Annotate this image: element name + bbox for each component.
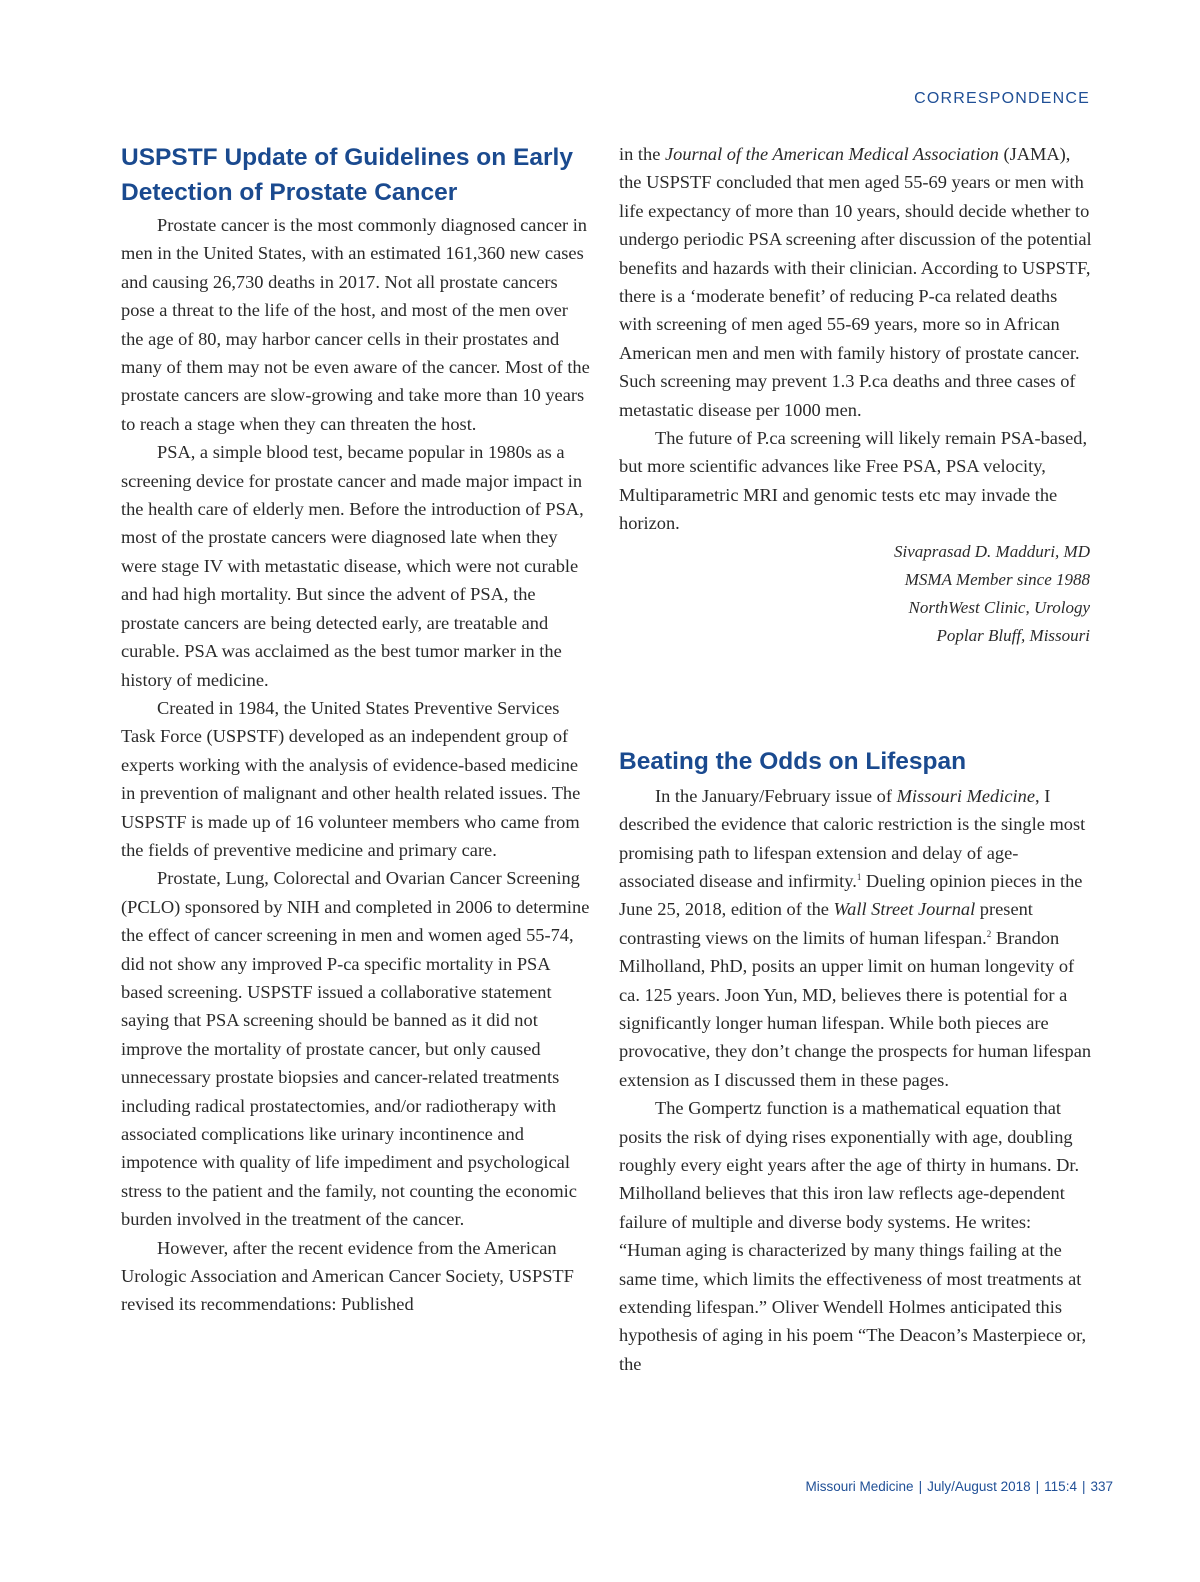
article2-paragraph: In the January/February issue of Missouri Medicine, I described the evidence that caloric restriction is the single most promising path to lifespan extension and delay of age-associated disease and infirmity.$^1$ Dueling opinion pieces in the June 25, 2018, edition of the Wall Street Journal present contrasting views on the limits of human lifespan.$^2$ Brandon Milholland, PhD, posits an upper limit on human longevity of ca. 125 years. Joon Yun, MD, believes there is potential for a significantly longer human lifespan. While both pieces are provocative, they don’t change the prospects for human lifespan extension as I discussed them in these pages. [619, 785, 1092, 1090]
article1-continued-paragraph: in the Journal of the American Medical Association (JAMA), the USPSTF concluded that men aged 55-69 years or men with life expectancy of more than 10 years, should decide whether to undergo periodic PSA screening after discussion of the potential benefits and hazards with their clinician. According to USPSTF, there is a ‘moderate benefit’ of reducing P-ca related deaths with screening of men aged 55-69 years, more so in African American men and men with family history of prostate cancer. Such screening may prevent 1.3 P.ca deaths and three cases of metastatic disease per 1000 men. [619, 144, 1092, 420]
article-title-uspstf: USPSTF Update of Guidelines on Early Detection of Prostate Cancer [121, 144, 573, 206]
left-column [121, 140, 593, 1319]
author-signature [619, 538, 1090, 650]
article1-paragraph: Prostate cancer is the most commonly diagnosed cancer in men in the United States, with an estimated 161,360 new cases and causing 26,730 deaths in 2017. Not all prostate cancers pose a threat to the life of the host, and most of the men over the age of 80, may harbor cancer cells in their prostates and many of them may not be even aware of the cancer. Most of the prostate cancers are slow-growing and take more than 10 years to reach a stage when they can threaten the host. [121, 215, 590, 434]
reference-marker: 2 [986, 928, 992, 939]
article1-paragraph: Prostate, Lung, Colorectal and Ovarian Cancer Screening (PCLO) sponsored by NIH and completed in 2006 to determine the effect of cancer screening in men and women aged 55-74, did not show any improved P-ca specific mortality in PSA based screening. USPSTF issued a collaborative statement saying that PSA screening should be banned as it did not improve the mortality of prostate cancer, but only caused unnecessary prostate biopsies and cancer-related treatments including radical prostatectomies, and/or radiotherapy with associated complications like urinary incontinence and impotence with quality of life impediment and psychological stress to the patient and the family, not counting the economic burden involved in the treatment of the cancer. [121, 868, 590, 1230]
page-number: 337 [1090, 1479, 1113, 1494]
footer-volume: 115:4 [1044, 1479, 1077, 1494]
author-membership: MSMA Member since 1988 [904, 569, 1090, 589]
journal-name: Journal of the American Medical Association [664, 144, 999, 164]
page-footer: Missouri Medicine | July/August 2018 | 115:4 | 337 [805, 1479, 1113, 1494]
author-location: Poplar Bluff, Missouri [936, 625, 1090, 645]
article1-paragraph: However, after the recent evidence from the American Urologic Association and American Cancer Society, USPSTF revised its recommendations: Published [121, 1237, 574, 1315]
author-name: Sivaprasad D. Madduri, MD [894, 541, 1090, 561]
article2-paragraph: The Gompertz function is a mathematical equation that posits the risk of dying rises exponentially with age, doubling roughly every eight years after the age of thirty in humans. Dr. Milholland believes that this iron law reflects age-dependent failure of multiple and diverse body systems. He writes: “Human aging is characterized by many things failing at the same time, which limits the effectiveness of most treatments at extending lifespan.” Oliver Wendell Holmes anticipated this hypothesis of aging in his poem “The Deacon’s Masterpiece or, the [619, 1098, 1087, 1374]
right-column [619, 140, 1092, 1378]
footer-journal: Missouri Medicine [805, 1479, 914, 1494]
article-title-lifespan: Beating the Odds on Lifespan [619, 747, 967, 775]
article1-final-paragraph: The future of P.ca screening will likely remain PSA-based, but more scientific advances like Free PSA, PSA velocity, Multiparametric MRI and genomic tests etc may invade the horizon. [619, 428, 1088, 534]
article1-paragraph: PSA, a simple blood test, became popular in 1980s as a screening device for prostate cancer and made major impact in the health care of elderly men. Before the introduction of PSA, most of the prostate cancers were diagnosed late when they were stage IV with metastatic disease, which were not curable and had high mortality. But since the advent of PSA, the prostate cancers are being detected early, are treatable and curable. PSA was acclaimed as the best tumor marker in the history of medicine. [121, 442, 584, 690]
author-affiliation: NorthWest Clinic, Urology [908, 597, 1090, 617]
footer-issue: July/August 2018 [927, 1479, 1031, 1494]
article1-paragraph: Created in 1984, the United States Preventive Services Task Force (USPSTF) developed as an independent group of experts working with the analysis of evidence-based medicine in prevention of malignant and other health related issues. The USPSTF is made up of 16 volunteer members who came from the fields of preventive medicine and primary care. [121, 697, 581, 860]
section-label: CORRESPONDENCE [914, 90, 1090, 107]
reference-marker: 1 [856, 871, 862, 882]
